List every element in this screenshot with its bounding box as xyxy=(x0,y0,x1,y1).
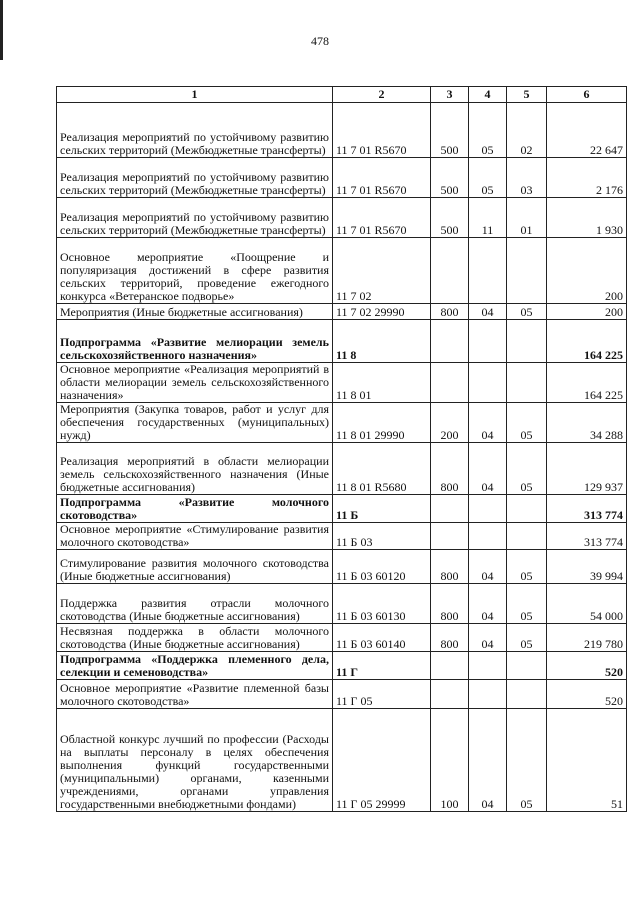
row-expense-type xyxy=(431,495,469,523)
row-section xyxy=(469,680,507,709)
row-code: 11 Б 03 60130 xyxy=(333,584,431,624)
row-name: Мероприятия (Закупка товаров, работ и услуг для обеспечения государственных (муниципальных) нужд) xyxy=(57,403,333,443)
row-subsection xyxy=(507,320,547,363)
row-code: 11 Г 05 29999 xyxy=(333,709,431,812)
row-name: Основное мероприятие «Развитие племенной базы молочного скотоводства» xyxy=(57,680,333,709)
row-amount: 200 xyxy=(547,304,627,320)
row-name: Поддержка развития отрасли молочного скотоводства (Иные бюджетные ассигнования) xyxy=(57,584,333,624)
row-section: 04 xyxy=(469,624,507,652)
row-section: 04 xyxy=(469,584,507,624)
table-row xyxy=(57,238,627,304)
table-row xyxy=(57,709,627,812)
column-header: 2 xyxy=(333,87,431,103)
row-name: Мероприятия (Иные бюджетные ассигнования) xyxy=(57,304,333,320)
row-expense-type: 200 xyxy=(431,403,469,443)
table-row xyxy=(57,523,627,550)
table-row xyxy=(57,443,627,495)
table-row xyxy=(57,198,627,238)
row-name: Реализация мероприятий по устойчивому развитию сельских территорий (Межбюджетные трансферты) xyxy=(57,198,333,238)
table-row xyxy=(57,403,627,443)
row-name: Реализация мероприятий по устойчивому развитию сельских территорий (Межбюджетные трансферты) xyxy=(57,103,333,158)
row-expense-type: 100 xyxy=(431,709,469,812)
row-section xyxy=(469,652,507,680)
row-section: 04 xyxy=(469,443,507,495)
row-name: Подпрограмма «Развитие молочного скотоводства» xyxy=(57,495,333,523)
subprogram-row xyxy=(57,495,627,523)
table-row xyxy=(57,103,627,158)
row-expense-type xyxy=(431,238,469,304)
row-subsection: 05 xyxy=(507,304,547,320)
row-code: 11 Б 03 60140 xyxy=(333,624,431,652)
column-header: 4 xyxy=(469,87,507,103)
row-expense-type xyxy=(431,320,469,363)
row-amount: 164 225 xyxy=(547,320,627,363)
row-section xyxy=(469,238,507,304)
row-code: 11 8 xyxy=(333,320,431,363)
row-section: 11 xyxy=(469,198,507,238)
row-name: Основное мероприятие «Стимулирование развития молочного скотоводства» xyxy=(57,523,333,550)
row-subsection: 05 xyxy=(507,550,547,584)
row-section: 04 xyxy=(469,550,507,584)
row-expense-type: 800 xyxy=(431,624,469,652)
row-subsection: 05 xyxy=(507,624,547,652)
row-code: 11 Г xyxy=(333,652,431,680)
table-row xyxy=(57,584,627,624)
row-code: 11 8 01 R5680 xyxy=(333,443,431,495)
column-header: 1 xyxy=(57,87,333,103)
row-code: 11 7 01 R5670 xyxy=(333,198,431,238)
row-subsection: 05 xyxy=(507,443,547,495)
row-expense-type: 500 xyxy=(431,198,469,238)
row-name: Основное мероприятие «Поощрение и популяризация достижений в сфере развития сельских территорий, проведение ежегодного конкурса «Ветеранское подворье» xyxy=(57,238,333,304)
table-row xyxy=(57,304,627,320)
table-row xyxy=(57,680,627,709)
row-subsection: 02 xyxy=(507,103,547,158)
scan-edge-mark xyxy=(0,0,3,60)
table-header-row xyxy=(57,87,627,103)
row-code: 11 Г 05 xyxy=(333,680,431,709)
row-amount: 39 994 xyxy=(547,550,627,584)
row-expense-type: 800 xyxy=(431,304,469,320)
table-row xyxy=(57,550,627,584)
row-amount: 1 930 xyxy=(547,198,627,238)
row-expense-type xyxy=(431,652,469,680)
column-header: 3 xyxy=(431,87,469,103)
row-section xyxy=(469,363,507,403)
row-section xyxy=(469,320,507,363)
row-amount: 54 000 xyxy=(547,584,627,624)
row-section xyxy=(469,523,507,550)
row-section: 04 xyxy=(469,403,507,443)
row-subsection: 05 xyxy=(507,584,547,624)
row-name: Подпрограмма «Развитие мелиорации земель сельскохозяйственного назначения» xyxy=(57,320,333,363)
row-amount: 22 647 xyxy=(547,103,627,158)
row-code: 11 Б 03 xyxy=(333,523,431,550)
column-header: 6 xyxy=(547,87,627,103)
row-amount: 219 780 xyxy=(547,624,627,652)
row-subsection xyxy=(507,680,547,709)
row-name: Реализация мероприятий в области мелиорации земель сельскохозяйственного назначения (Иные бюджетные ассигнования) xyxy=(57,443,333,495)
row-expense-type: 500 xyxy=(431,103,469,158)
row-subsection: 05 xyxy=(507,709,547,812)
row-name: Областной конкурс лучший по профессии (Расходы на выплаты персоналу в целях обеспечения выполнения функций государственными (муниципальными) органами, казенными учреждениями, органами управления государственными внебюджетными фондами) xyxy=(57,709,333,812)
row-subsection xyxy=(507,523,547,550)
row-name: Реализация мероприятий по устойчивому развитию сельских территорий (Межбюджетные трансферты) xyxy=(57,158,333,198)
table-row xyxy=(57,158,627,198)
row-code: 11 Б xyxy=(333,495,431,523)
row-subsection: 03 xyxy=(507,158,547,198)
row-section: 05 xyxy=(469,103,507,158)
subprogram-row xyxy=(57,652,627,680)
row-amount: 51 xyxy=(547,709,627,812)
row-amount: 2 176 xyxy=(547,158,627,198)
table-row xyxy=(57,624,627,652)
row-subsection xyxy=(507,652,547,680)
row-amount: 164 225 xyxy=(547,363,627,403)
row-amount: 34 288 xyxy=(547,403,627,443)
column-header: 5 xyxy=(507,87,547,103)
row-section: 04 xyxy=(469,709,507,812)
row-code: 11 7 01 R5670 xyxy=(333,158,431,198)
row-code: 11 7 02 xyxy=(333,238,431,304)
row-name: Подпрограмма «Поддержка племенного дела, селекции и семеноводства» xyxy=(57,652,333,680)
row-amount: 200 xyxy=(547,238,627,304)
row-name: Несвязная поддержка в области молочного скотоводства (Иные бюджетные ассигнования) xyxy=(57,624,333,652)
row-subsection xyxy=(507,238,547,304)
row-subsection: 01 xyxy=(507,198,547,238)
row-subsection xyxy=(507,495,547,523)
row-expense-type: 800 xyxy=(431,584,469,624)
row-subsection: 05 xyxy=(507,403,547,443)
row-code: 11 7 01 R5670 xyxy=(333,103,431,158)
row-amount: 313 774 xyxy=(547,495,627,523)
row-name: Стимулирование развития молочного скотоводства (Иные бюджетные ассигнования) xyxy=(57,550,333,584)
row-code: 11 7 02 29990 xyxy=(333,304,431,320)
table-row xyxy=(57,363,627,403)
row-code: 11 8 01 xyxy=(333,363,431,403)
row-amount: 129 937 xyxy=(547,443,627,495)
page-number: 478 xyxy=(311,34,329,48)
budget-table xyxy=(56,86,627,812)
row-code: 11 Б 03 60120 xyxy=(333,550,431,584)
row-expense-type xyxy=(431,680,469,709)
row-section xyxy=(469,495,507,523)
row-section: 05 xyxy=(469,158,507,198)
row-code: 11 8 01 29990 xyxy=(333,403,431,443)
row-amount: 313 774 xyxy=(547,523,627,550)
row-name: Основное мероприятие «Реализация мероприятий в области мелиорации земель сельскохозяйственного назначения» xyxy=(57,363,333,403)
row-expense-type xyxy=(431,363,469,403)
row-expense-type xyxy=(431,523,469,550)
row-expense-type: 800 xyxy=(431,443,469,495)
row-subsection xyxy=(507,363,547,403)
subprogram-row xyxy=(57,320,627,363)
row-section: 04 xyxy=(469,304,507,320)
row-amount: 520 xyxy=(547,652,627,680)
row-expense-type: 800 xyxy=(431,550,469,584)
row-expense-type: 500 xyxy=(431,158,469,198)
row-amount: 520 xyxy=(547,680,627,709)
